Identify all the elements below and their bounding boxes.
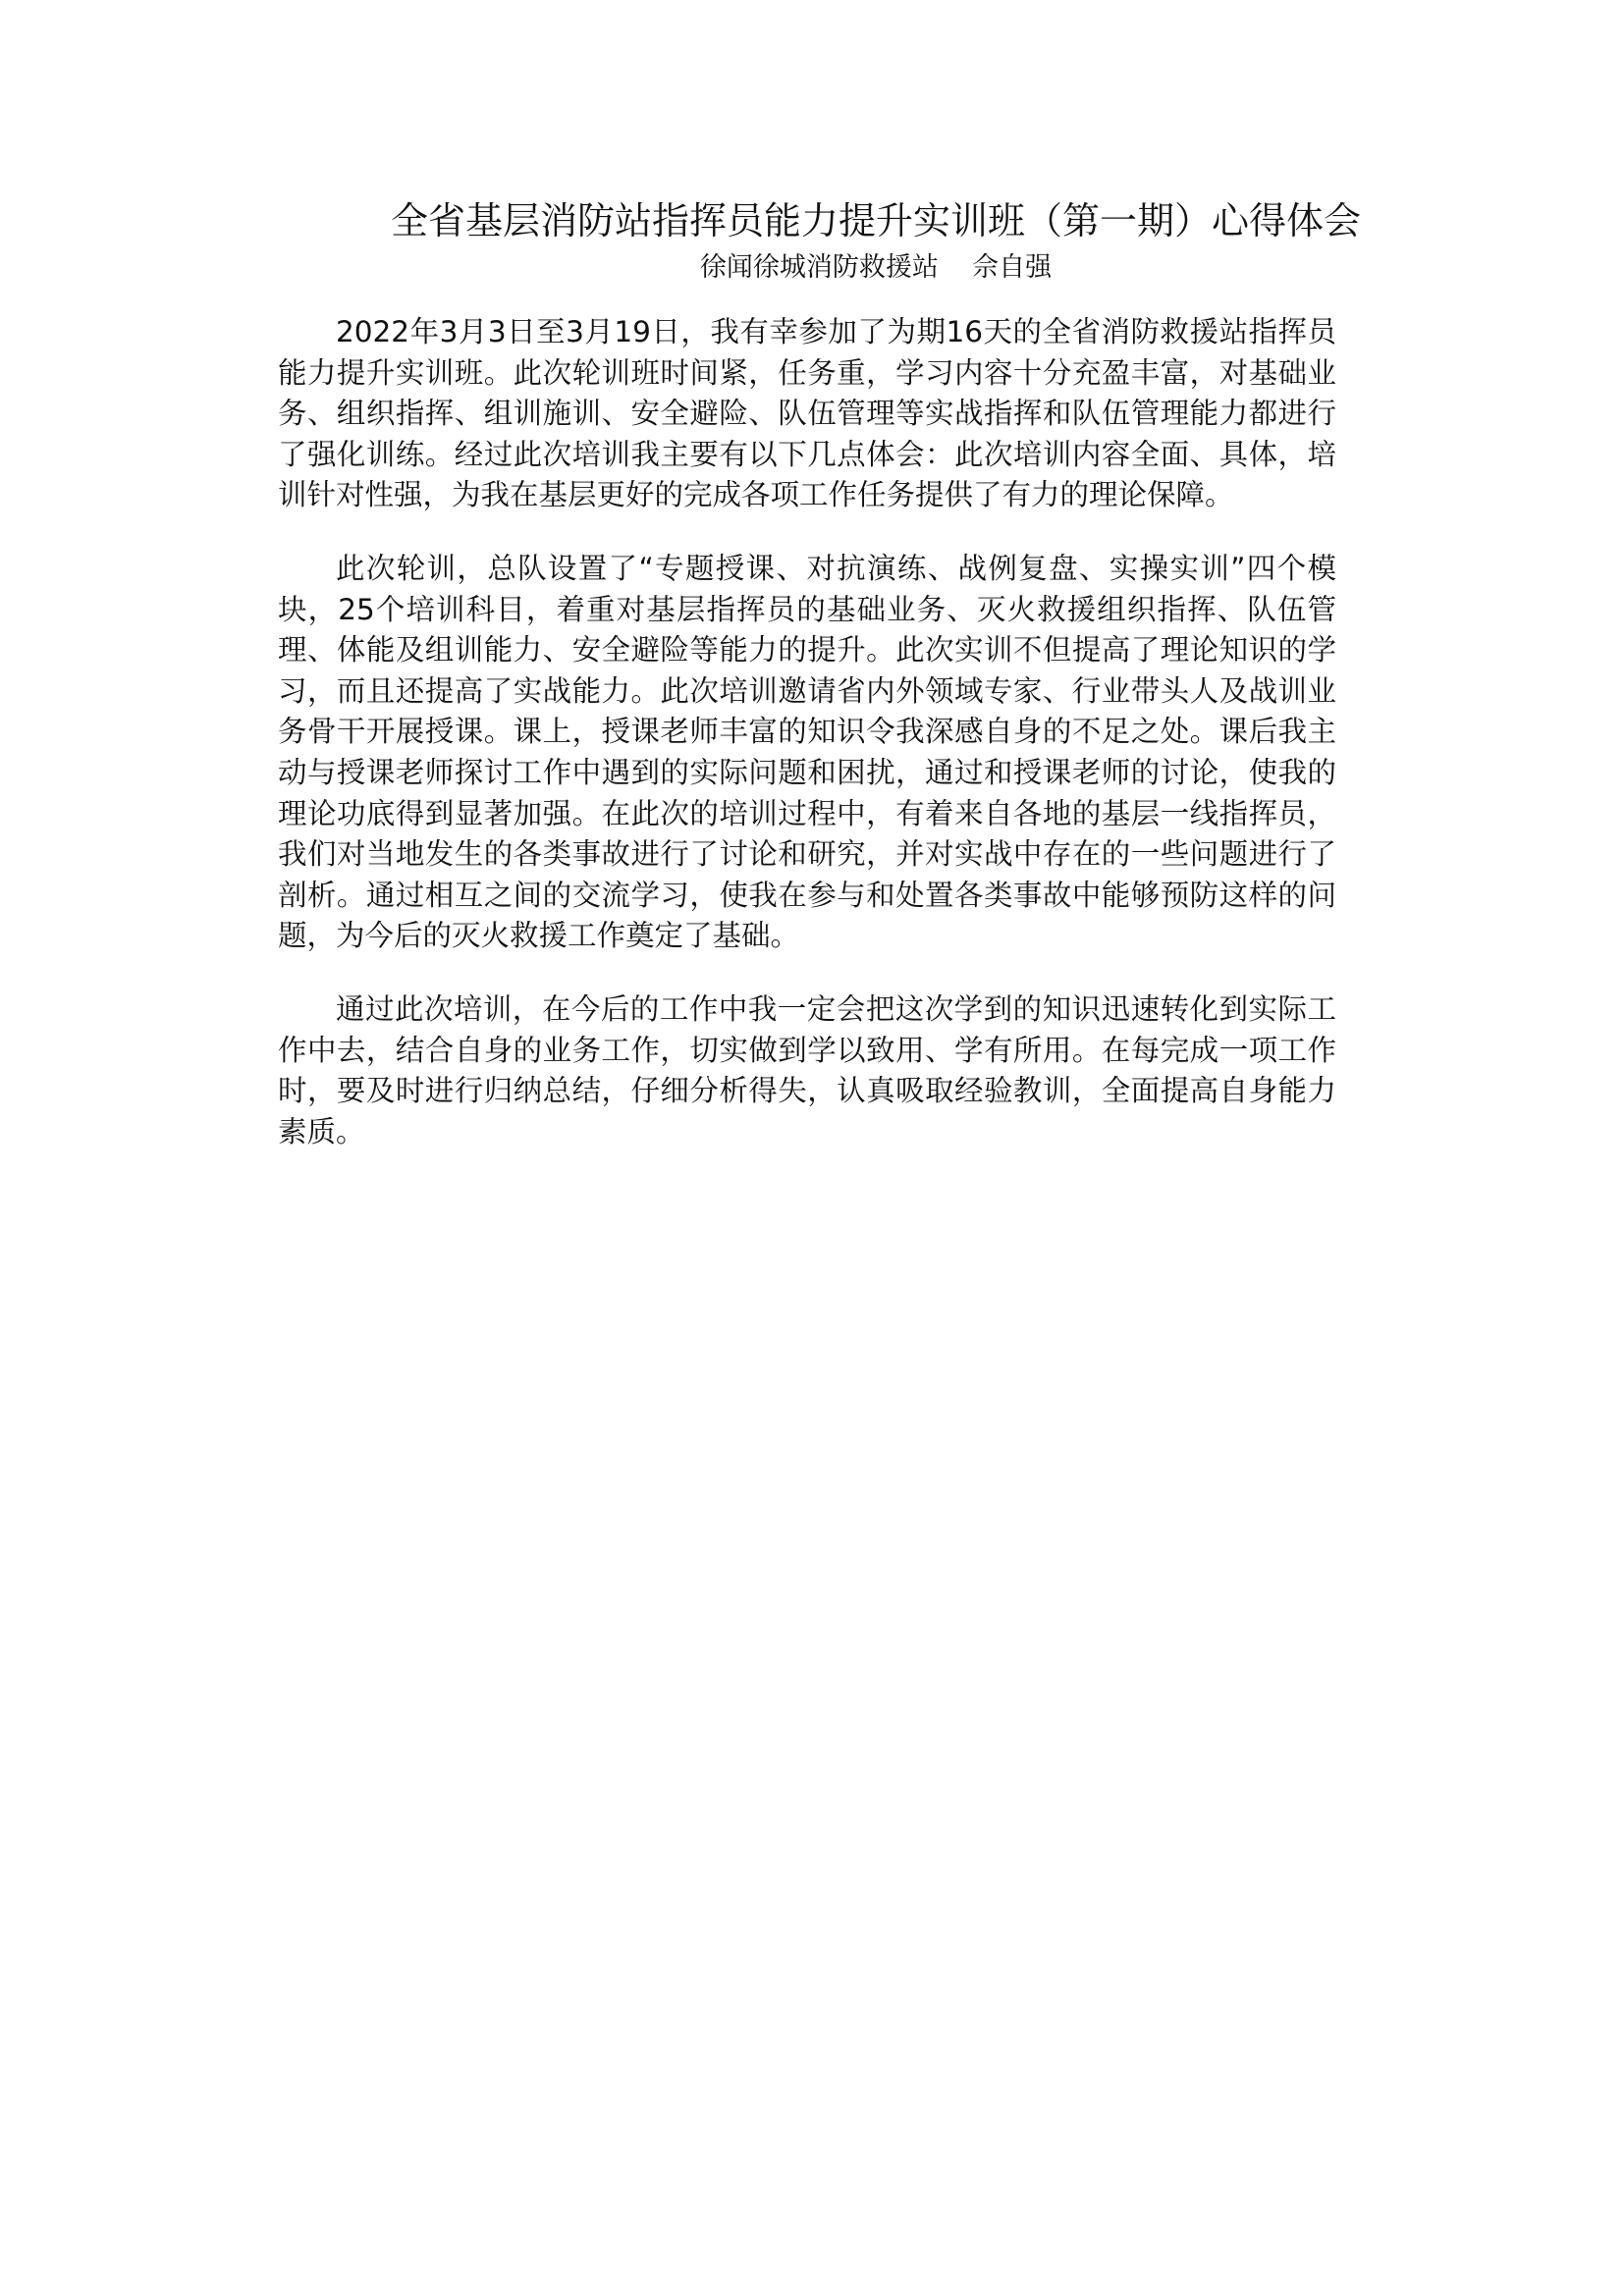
document-body: [278, 312, 1336, 1185]
body-paragraph-1: 2022年3月3日至3月19日，我有幸参加了为期16天的全省消防救援站指挥员能力提升实训班。此次轮训班时间紧，任务重，学习内容十分充盈丰富，对基础业务、组织指挥、组训施训、安全避险、队伍管理等实战指挥和队伍管理能力都进行了强化训练。经过此次培训我主要有以下几点体会：此次培训内容全面、具体，培训针对性强，为我在基层更好的完成各项工作任务提供了有力的理论保障。: [278, 315, 1336, 512]
body-paragraph-2: 此次轮训，总队设置了“专题授课、对抗演练、战例复盘、实操实训”四个模块，25个培训科目，着重对基层指挥员的基础业务、灭火救援组织指挥、队伍管理、体能及组训能力、安全避险等能力的提升。此次实训不但提高了理论知识的学习，而且还提高了实战能力。此次培训邀请省内外领域专家、行业带头人及战训业务骨干开展授课。课上，授课老师丰富的知识令我深感自身的不足之处。课后我主动与授课老师探讨工作中遇到的实际问题和困扰，通过和授课老师的讨论，使我的理论功底得到显著加强。在此次的培训过程中，有着来自各地的基层一线指挥员，我们对当地发生的各类事故进行了讨论和研究，并对实战中存在的一些问题进行了剖析。通过相互之间的交流学习，使我在参与和处置各类事故中能够预防这样的问题，为今后的灭火救援工作奠定了基础。: [278, 551, 1336, 953]
author-byline: 徐闻徐城消防救援站 佘自强: [699, 252, 1053, 283]
document-title: 全省基层消防站指挥员能力提升实训班（第一期）心得体会: [390, 199, 1361, 242]
body-paragraph-3: 通过此次培训，在今后的工作中我一定会把这次学到的知识迅速转化到实际工作中去，结合自身的业务工作，切实做到学以致用、学有所用。在每完成一项工作时，要及时进行归纳总结，仔细分析得失，认真吸取经验教训，全面提高自身能力素质。: [278, 991, 1336, 1148]
